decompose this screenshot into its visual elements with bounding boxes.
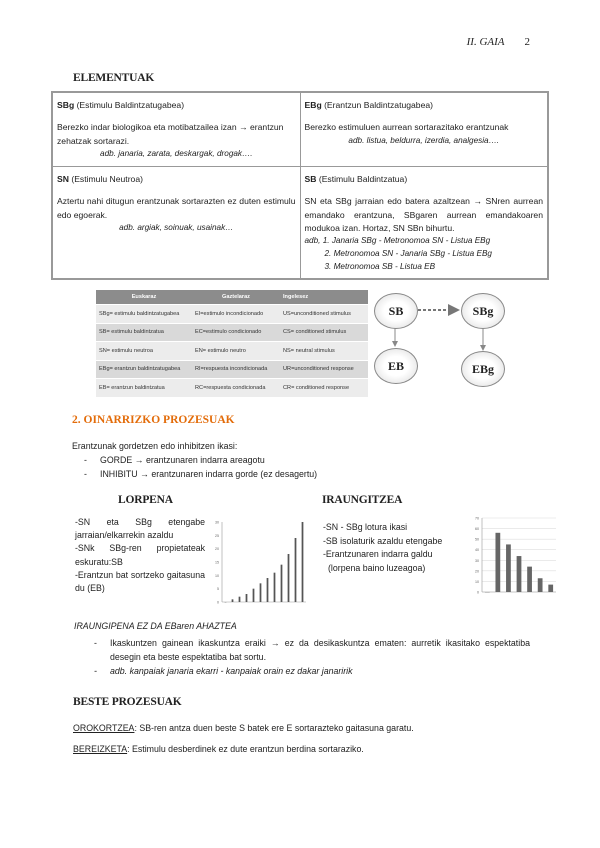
- y-tick-label: 30: [475, 558, 479, 563]
- list-item: - adb. kanpaiak janaria ekarri - kanpaiak orain ez dakar janaririk: [82, 665, 530, 679]
- node-ebg: EBg: [461, 351, 505, 387]
- y-tick-label: 60: [475, 527, 479, 532]
- sn-text: Aztertu nahi ditugun erantzunak sortarazten ez duten estimulu edo egoerak.: [57, 196, 296, 220]
- iraungitzea-line: (lorpena baino luzeagoa): [328, 562, 426, 573]
- page-header: [467, 36, 530, 48]
- section-title-elementuak: ELEMENTUAK: [73, 72, 155, 84]
- term-cell: RI=respuesta incondicionada: [192, 360, 280, 379]
- y-tick-label: 0: [217, 600, 219, 605]
- term-cell: US=unconditioned stimulus: [280, 305, 368, 324]
- term-cell: EN= estimulo neutro: [192, 342, 280, 361]
- section-title-prozesuak: 2. OINARRIZKO PROZESUAK: [72, 414, 235, 426]
- term-cell: EB= erantzun baldintzatua: [96, 379, 192, 397]
- page-number: 2: [524, 36, 530, 48]
- y-tick-label: 0: [477, 590, 479, 595]
- bar: [253, 589, 255, 602]
- lorpena-title: LORPENA: [118, 494, 173, 506]
- table-row: [96, 323, 368, 342]
- term-cell: EI=estimulo incondicionado: [192, 305, 280, 324]
- terminology-table: [96, 290, 368, 397]
- sb-example-3: 3. Metronomoa SB - Listua EB: [324, 261, 436, 271]
- y-tick-label: 20: [215, 547, 219, 552]
- iraungitzea-title: IRAUNGITZEA: [322, 494, 403, 506]
- section-title-beste: BESTE PROZESUAK: [73, 696, 182, 708]
- iraungitzea-line: -Erantzunaren indarra galdu: [323, 549, 433, 560]
- y-tick-label: 70: [475, 516, 479, 521]
- cell-sb: [300, 167, 548, 279]
- term-cell: CS= conditioned stimulus: [280, 323, 368, 342]
- term-cell: EC=estimulo condicionado: [192, 323, 280, 342]
- term-cell: SB= estimulu baldintzatua: [96, 323, 192, 342]
- sb-abbr: SB: [304, 174, 317, 184]
- table-row: [96, 305, 368, 324]
- y-tick-label: 30: [215, 520, 219, 525]
- lorpena-line: -SN eta SBg etengabe jarraian/elkarrekin azaldu: [75, 517, 205, 541]
- chapter-label: II. GAIA: [466, 36, 505, 48]
- term-cell: NS= neutral stimulus: [280, 342, 368, 361]
- ahaztea-list: [82, 637, 530, 679]
- term-cell: SBg= estimulu baldintzatugabea: [96, 305, 192, 324]
- y-tick-label: 5: [217, 587, 219, 592]
- term-cell: UR=unconditioned response: [280, 360, 368, 379]
- sbg-name: (Estimulu Baldintzatugabea): [74, 100, 185, 110]
- sn-example: adb. argiak, soinuak, usainak…: [119, 222, 234, 232]
- ebg-name: (Erantzun Baldintzatugabea): [321, 100, 433, 110]
- conditioning-diagram: [370, 290, 520, 385]
- sb-text: SN eta SBg jarraian edo batera azaltzean → SNren aurrean emandako erantzuna, SBgaren aurrean emandakoaren modukoa izan. Hortaz, SN SBn bihurtu.: [304, 196, 543, 233]
- sbg-abbr: SBg: [57, 100, 75, 110]
- lorpena-line: -Erantzun bat sortzeko gaitasuna du (EB): [75, 569, 205, 593]
- bereizketa-text: : Estimulu desberdinek ez dute erantzun berdina sortaraziko.: [127, 744, 364, 754]
- lorpena-chart: [210, 516, 310, 606]
- bar: [274, 573, 276, 602]
- table-row: [96, 379, 368, 397]
- sn-abbr: SN: [57, 174, 69, 184]
- section2-bullets: [72, 454, 492, 481]
- bereizketa-item: [73, 743, 364, 757]
- term-header-es: Gaztelaraz: [192, 290, 280, 305]
- table-row: [96, 342, 368, 361]
- bar: [260, 583, 262, 602]
- sb-example-2: 2. Metronomoa SN - Janaria SBg - Listua EBg: [324, 248, 492, 258]
- bar: [295, 538, 297, 602]
- list-item: - GORDE → erantzunaren indarra areagotu: [72, 454, 492, 468]
- y-tick-label: 10: [475, 579, 479, 584]
- bar: [246, 594, 248, 602]
- term-cell: EBg= erantzun baldintzatugabea: [96, 360, 192, 379]
- y-tick-label: 20: [475, 569, 479, 574]
- bar: [239, 597, 241, 602]
- elements-table: [51, 91, 549, 280]
- lorpena-line: -SNk SBg-ren propietateak eskuratu:SB: [75, 543, 205, 567]
- sbg-example: adb. janaria, zarata, deskargak, drogak….: [100, 148, 253, 158]
- table-row: [96, 360, 368, 379]
- sb-name: (Estimulu Baldintzatua): [316, 174, 408, 184]
- sb-example-1: adb, 1. Janaria SBg - Metronomoa SN - Listua EBg: [304, 236, 491, 246]
- term-header-eu: Euskaraz: [96, 290, 192, 305]
- iraungitzea-line: -SN - SBg lotura ikasi: [323, 522, 408, 532]
- y-tick-label: 40: [475, 548, 479, 553]
- bar: [495, 533, 500, 592]
- bar: [232, 599, 234, 602]
- sbg-text: Berezko indar biologikoa eta motibatzailea izan → erantzun zehatzak sortarazi.: [57, 122, 284, 146]
- y-tick-label: 25: [215, 533, 219, 538]
- cell-ebg: [300, 93, 548, 167]
- list-item: - Ikaskuntzen gainean ikaskuntza eraiki → ez da desikaskuntza ematen: aurretik ikasitako espektatiba desegin eta beste espektatiba bat sortu.: [82, 637, 530, 664]
- iraungitzea-text: [323, 521, 442, 576]
- bar: [527, 567, 532, 592]
- lorpena-text: [75, 516, 205, 595]
- term-header-en: Ingelesez: [280, 290, 368, 305]
- bar: [267, 578, 269, 602]
- list-item: - INHIBITU → erantzunaren indarra gorde (ez desagertu): [72, 468, 492, 482]
- term-cell: RC=respuesta condicionada: [192, 379, 280, 397]
- bar: [517, 556, 522, 592]
- iraungitzea-chart: [470, 514, 560, 596]
- bar: [281, 565, 283, 602]
- cell-sn: [53, 167, 301, 279]
- term-cell: CR= conditioned response: [280, 379, 368, 397]
- orokortzea-term: OROKORTZEA: [73, 723, 135, 733]
- bar: [302, 522, 304, 602]
- ebg-example: adb. listua, beldurra, izerdia, analgesia….: [348, 135, 500, 145]
- y-tick-label: 15: [215, 560, 219, 565]
- node-sb: SB: [374, 293, 418, 329]
- bar: [506, 544, 511, 592]
- iraungitzea-line: -SB isolaturik azaldu etengabe: [323, 535, 443, 546]
- ebg-abbr: EBg: [304, 100, 322, 110]
- section2-intro: Erantzunak gordetzen edo inhibitzen ikasi:: [72, 441, 238, 451]
- bar: [548, 585, 553, 592]
- sn-name: (Estimulu Neutroa): [68, 174, 143, 184]
- bar: [538, 578, 543, 592]
- bereizketa-term: BEREIZKETA: [73, 744, 128, 754]
- orokortzea-item: [73, 722, 414, 736]
- ebg-text: Berezko estimuluen aurrean sortarazitako erantzunak: [304, 122, 509, 133]
- node-sbg: SBg: [461, 293, 505, 329]
- ahaztea-title: IRAUNGIPENA EZ DA EBaren AHAZTEA: [74, 621, 237, 631]
- term-cell: SN= estimulu neutroa: [96, 342, 192, 361]
- node-eb: EB: [374, 348, 418, 384]
- y-tick-label: 50: [475, 537, 479, 542]
- orokortzea-text: : SB-ren antza duen beste S batek ere E sortarazteko gaitasuna garatu.: [134, 723, 414, 733]
- cell-sbg: [53, 93, 301, 167]
- y-tick-label: 10: [215, 573, 219, 578]
- bar: [288, 554, 290, 602]
